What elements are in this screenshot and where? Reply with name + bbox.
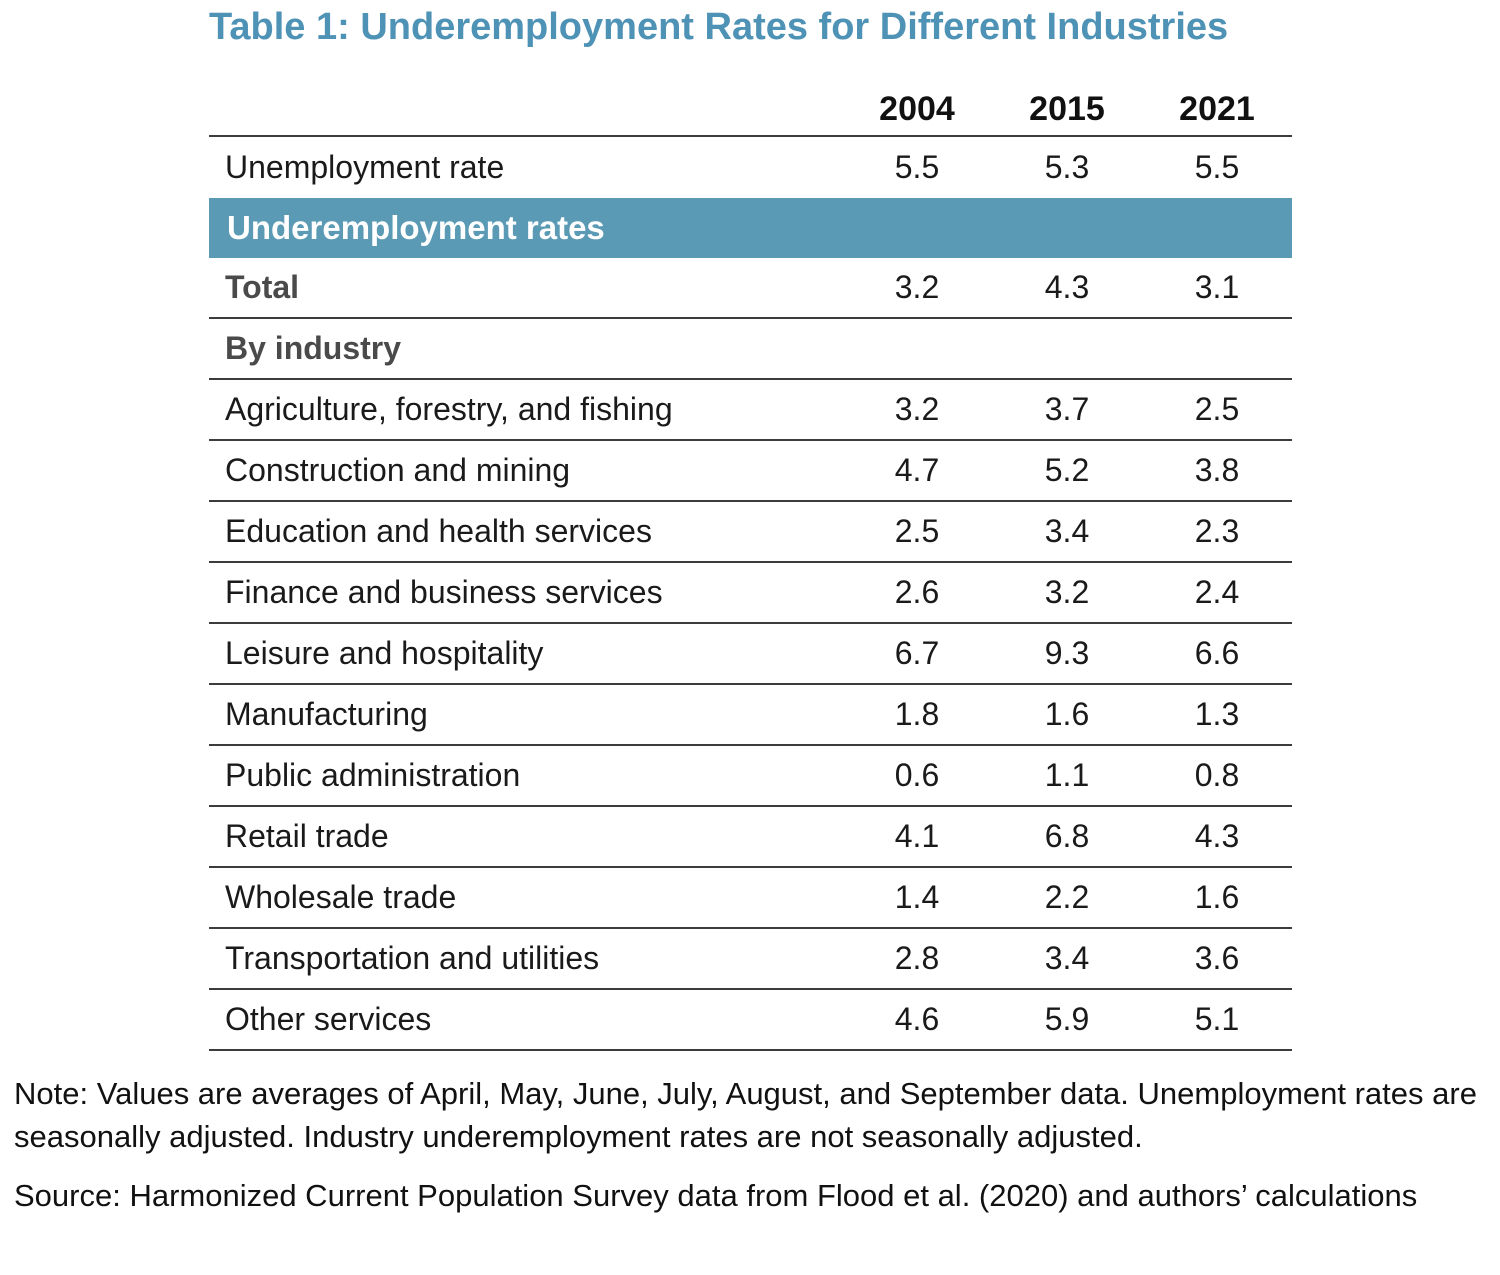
year-column-header-2021: 2021 <box>1179 90 1255 128</box>
cell-value: 4.3 <box>1044 269 1090 305</box>
row-label: Underemployment rates <box>227 209 605 246</box>
row-label: Public administration <box>225 757 521 793</box>
table-body <box>209 137 1292 1051</box>
cell-value: 0.8 <box>1194 757 1240 793</box>
cell-value: 3.6 <box>1194 940 1240 976</box>
table-row <box>209 137 1292 198</box>
table-row <box>209 990 1292 1051</box>
cell-value: 3.2 <box>1044 574 1090 610</box>
table-row <box>209 563 1292 624</box>
table-row <box>209 746 1292 807</box>
cell-value: 3.2 <box>894 269 940 305</box>
cell-value: 6.7 <box>894 635 940 671</box>
row-label: Construction and mining <box>225 452 571 488</box>
cell-value: 2.8 <box>894 940 940 976</box>
row-label: Agriculture, forestry, and fishing <box>225 391 673 427</box>
table-row <box>209 868 1292 929</box>
banner-row <box>209 198 1292 258</box>
table-row <box>209 502 1292 563</box>
cell-value: 6.8 <box>1044 818 1090 854</box>
table-row <box>209 685 1292 746</box>
row-label: Unemployment rate <box>225 149 505 185</box>
row-label: Leisure and hospitality <box>225 635 544 671</box>
cell-value: 3.1 <box>1194 269 1240 305</box>
year-column-header-2004: 2004 <box>879 90 955 128</box>
cell-value: 3.8 <box>1194 452 1240 488</box>
cell-value: 1.8 <box>894 696 940 732</box>
cell-value: 4.1 <box>894 818 940 854</box>
row-label: Other services <box>225 1001 432 1037</box>
cell-value: 2.5 <box>1194 391 1240 427</box>
cell-value: 9.3 <box>1044 635 1090 671</box>
underemployment-table <box>209 85 1292 1051</box>
cell-value: 2.5 <box>894 513 940 549</box>
table-row <box>209 258 1292 319</box>
note-text: Note: Values are averages of April, May, June, July, August, and September data. Unemployment rates are seasonally adjusted. Industry underemployment rates are not seasonally adjusted. <box>14 1076 1477 1154</box>
year-column-header-2015: 2015 <box>1029 90 1105 128</box>
row-label: Wholesale trade <box>225 879 457 915</box>
table-row <box>209 929 1292 990</box>
cell-value: 5.3 <box>1044 149 1090 185</box>
cell-value: 1.6 <box>1044 696 1090 732</box>
cell-value: 1.1 <box>1044 757 1090 793</box>
row-label: Manufacturing <box>225 696 428 732</box>
row-label: By industry <box>225 330 402 366</box>
table-title: Table 1: Underemployment Rates for Different Industries <box>209 6 1229 48</box>
cell-value: 5.1 <box>1194 1001 1240 1037</box>
cell-value: 1.6 <box>1194 879 1240 915</box>
cell-value: 3.2 <box>894 391 940 427</box>
table-row <box>209 380 1292 441</box>
cell-value: 4.3 <box>1194 818 1240 854</box>
table-header-row <box>209 85 1292 137</box>
cell-value: 5.5 <box>894 149 940 185</box>
source-text: Source: Harmonized Current Population Survey data from Flood et al. (2020) and authors’ calculations <box>14 1178 1418 1213</box>
cell-value: 4.6 <box>894 1001 940 1037</box>
table-row <box>209 319 1292 380</box>
cell-value: 3.7 <box>1044 391 1090 427</box>
table-row <box>209 624 1292 685</box>
cell-value: 2.6 <box>894 574 940 610</box>
table-row <box>209 807 1292 868</box>
cell-value: 2.2 <box>1044 879 1090 915</box>
cell-value: 5.9 <box>1044 1001 1090 1037</box>
cell-value: 3.4 <box>1044 940 1090 976</box>
cell-value: 0.6 <box>894 757 940 793</box>
cell-value: 2.3 <box>1194 513 1240 549</box>
cell-value: 2.4 <box>1194 574 1240 610</box>
row-label: Retail trade <box>225 818 389 854</box>
cell-value: 4.7 <box>894 452 940 488</box>
cell-value: 5.5 <box>1194 149 1240 185</box>
cell-value: 5.2 <box>1044 452 1090 488</box>
row-label: Finance and business services <box>225 574 663 610</box>
cell-value: 6.6 <box>1194 635 1240 671</box>
table-row <box>209 441 1292 502</box>
cell-value: 1.3 <box>1194 696 1240 732</box>
cell-value: 3.4 <box>1044 513 1090 549</box>
row-label: Total <box>225 269 300 305</box>
row-label: Education and health services <box>225 513 652 549</box>
cell-value: 1.4 <box>894 879 940 915</box>
row-label: Transportation and utilities <box>225 940 600 976</box>
